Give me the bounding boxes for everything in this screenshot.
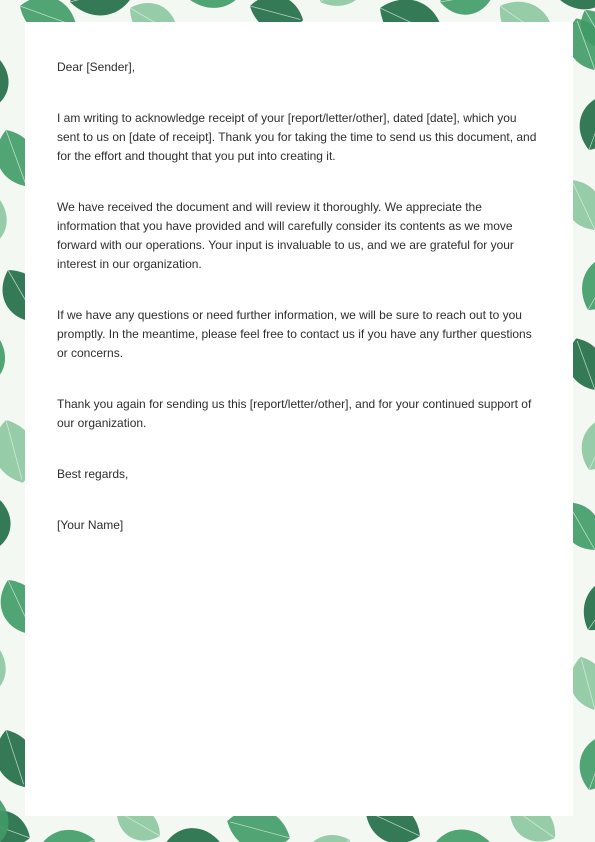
tropical-leaf-icon bbox=[27, 821, 102, 842]
tropical-leaf-icon bbox=[437, 0, 497, 19]
letter-page bbox=[25, 22, 573, 816]
tropical-leaf-icon bbox=[0, 331, 15, 396]
tropical-leaf-icon bbox=[0, 193, 16, 257]
paragraph-4: Thank you again for sending us this [report/letter/other], and for your continued support of our organization. bbox=[57, 397, 532, 430]
tropical-leaf-icon bbox=[571, 565, 595, 642]
tropical-leaf-icon bbox=[309, 0, 380, 17]
paragraph-1: I am writing to acknowledge receipt of your [report/letter/other], dated [date], which you sent to us on [date of receipt]. Thank you for taking the time to send us this document, and for the effort and thought that you put into creating it. bbox=[57, 111, 537, 163]
paragraph-3: If we have any questions or need further information, we will be sure to reach out to you promptly. In the meantime, please feel free to contact us if you have any further questions or concerns. bbox=[57, 308, 532, 360]
signature: [Your Name] bbox=[57, 518, 124, 532]
tropical-leaf-icon bbox=[0, 54, 16, 118]
tropical-leaf-icon bbox=[571, 727, 595, 796]
tropical-leaf-icon bbox=[181, 0, 257, 19]
tropical-leaf-icon bbox=[422, 822, 495, 842]
tropical-leaf-icon bbox=[0, 496, 17, 558]
tropical-leaf-icon bbox=[571, 87, 595, 156]
salutation: Dear [Sender], bbox=[57, 60, 136, 74]
tropical-leaf-icon bbox=[294, 825, 359, 842]
paragraph-2: We have received the document and will review it thoroughly. We appreciate the information that you have provided and will carefully consider its contents as we move forward with our operations. Your input is invaluable to us, and we are grateful for your interest in our organization. bbox=[57, 200, 514, 271]
closing: Best regards, bbox=[57, 467, 129, 481]
tropical-leaf-icon bbox=[572, 408, 595, 478]
tropical-leaf-icon bbox=[0, 642, 15, 707]
tropical-leaf-icon bbox=[158, 823, 224, 842]
tropical-leaf-icon bbox=[570, 243, 595, 320]
